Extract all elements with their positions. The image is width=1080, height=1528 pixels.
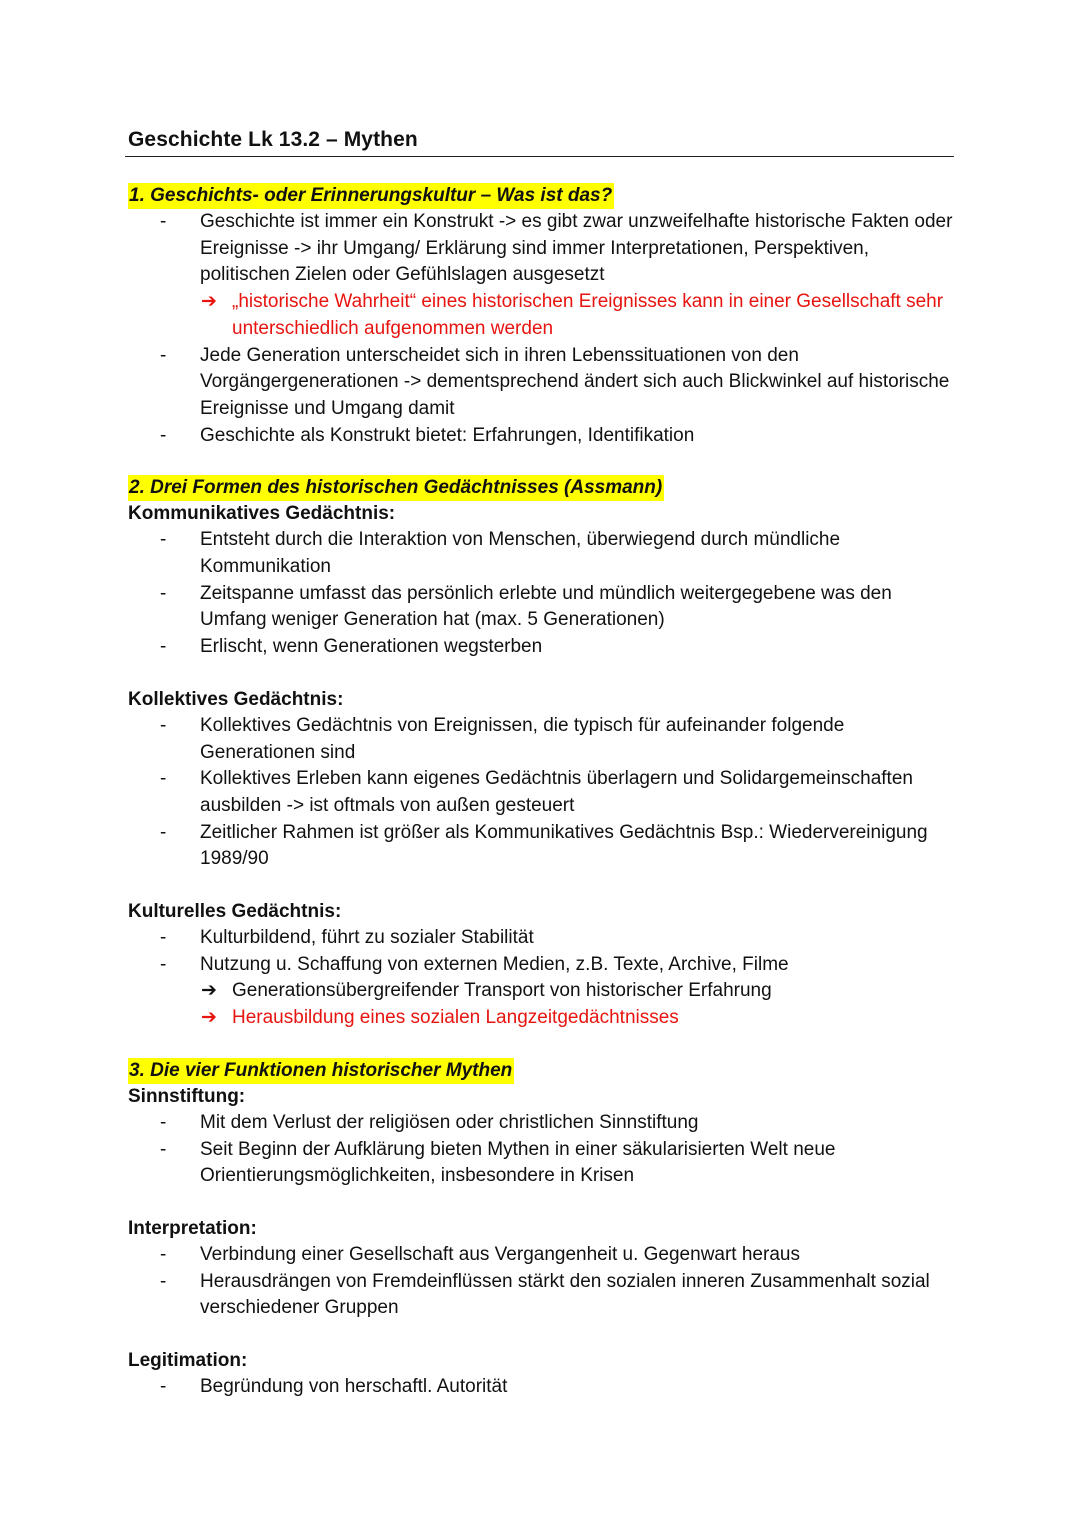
section-heading: 3. Die vier Funktionen historischer Mythen (128, 1058, 514, 1084)
arrow-right-icon: ➔ (201, 291, 217, 313)
list-item: - Kollektives Erleben kann eigenes Gedächtnis überlagern und Solidargemeinschaften ausbilden -> ist oftmals von außen gesteuert (128, 766, 954, 819)
subsection-sinnstiftung (128, 1084, 954, 1190)
list-item: - Seit Beginn der Aufklärung bieten Mythen in einer säkularisierten Welt neue Orientierungsmöglichkeiten, insbesondere in Krisen (128, 1137, 954, 1190)
subsection-kulturelles-gedaechtnis (128, 899, 954, 1032)
subsection-heading: Legitimation: (128, 1350, 248, 1372)
subsection-heading: Kollektives Gedächtnis: (128, 688, 344, 710)
arrow-right-icon: ➔ (201, 980, 217, 1002)
document-content (128, 128, 954, 1427)
bullet-list (128, 527, 954, 661)
section-heading: 2. Drei Formen des historischen Gedächtnisses (Assmann) (128, 475, 664, 501)
bullet-list (128, 713, 954, 873)
arrow-item-text: Generationsübergreifender Transport von historischer Erfahrung (232, 980, 772, 1002)
list-item: - Verbindung einer Gesellschaft aus Vergangenheit u. Gegenwart heraus (128, 1242, 954, 1269)
list-item: - Kulturbildend, führt zu sozialer Stabilität (128, 925, 954, 952)
arrow-item (128, 289, 954, 342)
section-funktionen-mythen (128, 1058, 954, 1401)
arrow-list (128, 289, 954, 342)
bullet-list (128, 1374, 954, 1401)
list-item: - Kollektives Gedächtnis von Ereignissen, die typisch für aufeinander folgende Generationen sind (128, 713, 954, 766)
subsection-kollektives-gedaechtnis (128, 687, 954, 873)
arrow-item (128, 978, 954, 1005)
list-item: - Zeitspanne umfasst das persönlich erlebte und mündlich weitergegebene was den Umfang weniger Generation hat (max. 5 Generationen) (128, 581, 954, 634)
arrow-list (128, 978, 954, 1031)
subsection-legitimation (128, 1348, 954, 1401)
section-erinnerungskultur (128, 183, 954, 449)
list-item: - Entsteht durch die Interaktion von Menschen, überwiegend durch mündliche Kommunikation (128, 527, 954, 580)
list-item: - Herausdrängen von Fremdeinflüssen stärkt den sozialen inneren Zusammenhalt sozial verschiedener Gruppen (128, 1269, 954, 1322)
list-item: - Begründung von herschaftl. Autorität (128, 1374, 954, 1401)
subsection-heading: Kommunikatives Gedächtnis: (128, 503, 396, 525)
subsection-heading: Sinnstiftung: (128, 1085, 246, 1107)
bullet-list (128, 343, 954, 450)
list-item: - Nutzung u. Schaffung von externen Medien, z.B. Texte, Archive, Filme (128, 952, 954, 979)
arrow-right-icon: ➔ (201, 1007, 217, 1029)
document-title: Geschichte Lk 13.2 – Mythen (125, 128, 954, 157)
arrow-item-text: Herausbildung eines sozialen Langzeitgedächtnisses (232, 1007, 679, 1029)
list-item: - Zeitlicher Rahmen ist größer als Kommunikatives Gedächtnis Bsp.: Wiedervereinigung 1989/90 (128, 820, 954, 873)
arrow-item (128, 1005, 954, 1032)
subsection-kommunikatives-gedaechtnis (128, 501, 954, 661)
list-item: - Erlischt, wenn Generationen wegsterben (128, 634, 954, 661)
list-item: - Jede Generation unterscheidet sich in ihren Lebenssituationen von den Vorgängergenerationen -> dementsprechend ändert sich auch Blickwinkel auf historische Ereignisse und Umgang damit (128, 343, 954, 423)
subsection-heading: Interpretation: (128, 1217, 257, 1239)
section-heading: 1. Geschichts- oder Erinnerungskultur – Was ist das? (128, 183, 614, 209)
subsection-interpretation (128, 1216, 954, 1322)
bullet-list (128, 925, 954, 978)
section-gedaechtnisformen (128, 475, 954, 1032)
bullet-list (128, 1242, 954, 1322)
bullet-list (128, 1110, 954, 1190)
arrow-item-text: „historische Wahrheit“ eines historischen Ereignisses kann in einer Gesellschaft sehr unterschiedlich aufgenommen werden (232, 291, 944, 339)
bullet-list (128, 209, 954, 289)
list-item: - Geschichte als Konstrukt bietet: Erfahrungen, Identifikation (128, 423, 954, 450)
list-item: - Geschichte ist immer ein Konstrukt -> es gibt zwar unzweifelhafte historische Fakten oder Ereignisse -> ihr Umgang/ Erklärung sind immer Interpretationen, Perspektiven, politischen Zielen oder Gefühlslagen ausgesetzt (128, 209, 954, 289)
list-item: - Mit dem Verlust der religiösen oder christlichen Sinnstiftung (128, 1110, 954, 1137)
subsection-heading: Kulturelles Gedächtnis: (128, 901, 342, 923)
